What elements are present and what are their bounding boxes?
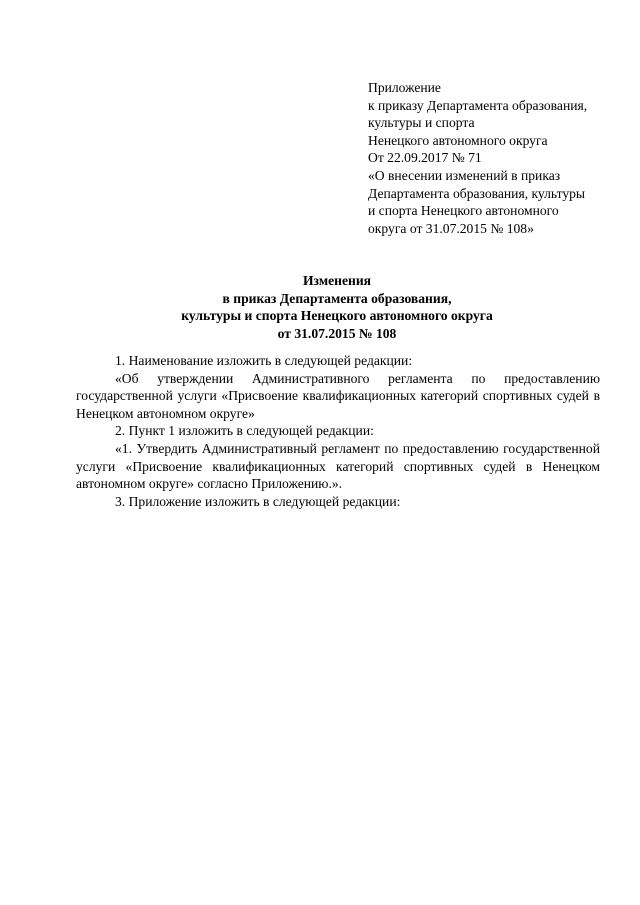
appendix-block [368, 79, 618, 237]
title-line: Изменения [302, 273, 372, 288]
appendix-line: округа от 31.07.2015 № 108» [368, 220, 534, 236]
appendix-line: к приказу Департамента образования, [368, 97, 588, 113]
paragraph-1: 1. Наименование изложить в следующей редакции: [115, 353, 413, 368]
appendix-line: Приложение [368, 80, 441, 95]
appendix-line: и спорта Ненецкого автономного [368, 203, 559, 219]
appendix-line: «О внесении изменений в приказ [368, 167, 561, 183]
document-title [75, 272, 599, 342]
paragraph-4: «1. Утвердить Административный регламент по предоставлению государственной услуги «Присвоение квалификационных категорий спортивных судей в Ненецком автономном округе» согласно Приложению.». [76, 440, 600, 492]
title-line: в приказ Департамента образования, [222, 290, 452, 306]
title-line: культуры и спорта Ненецкого автономного округа [181, 308, 493, 324]
paragraph-2: «Об утверждении Административного регламента по предоставлению государственной услуги «Присвоение квалификационных категорий спортивных судей в Ненецком автономном округе» [76, 370, 600, 421]
appendix-line: культуры и спорта [368, 115, 475, 131]
appendix-line: Департамента образования, культуры [368, 185, 586, 201]
title-line: от 31.07.2015 № 108 [277, 325, 397, 341]
appendix-line: От 22.09.2017 № 71 [368, 150, 482, 166]
paragraph-5: 3. Приложение изложить в следующей редакции: [115, 493, 401, 509]
document-body [76, 352, 600, 510]
paragraph-3: 2. Пункт 1 изложить в следующей редакции: [115, 423, 374, 439]
appendix-line: Ненецкого автономного округа [368, 132, 548, 148]
